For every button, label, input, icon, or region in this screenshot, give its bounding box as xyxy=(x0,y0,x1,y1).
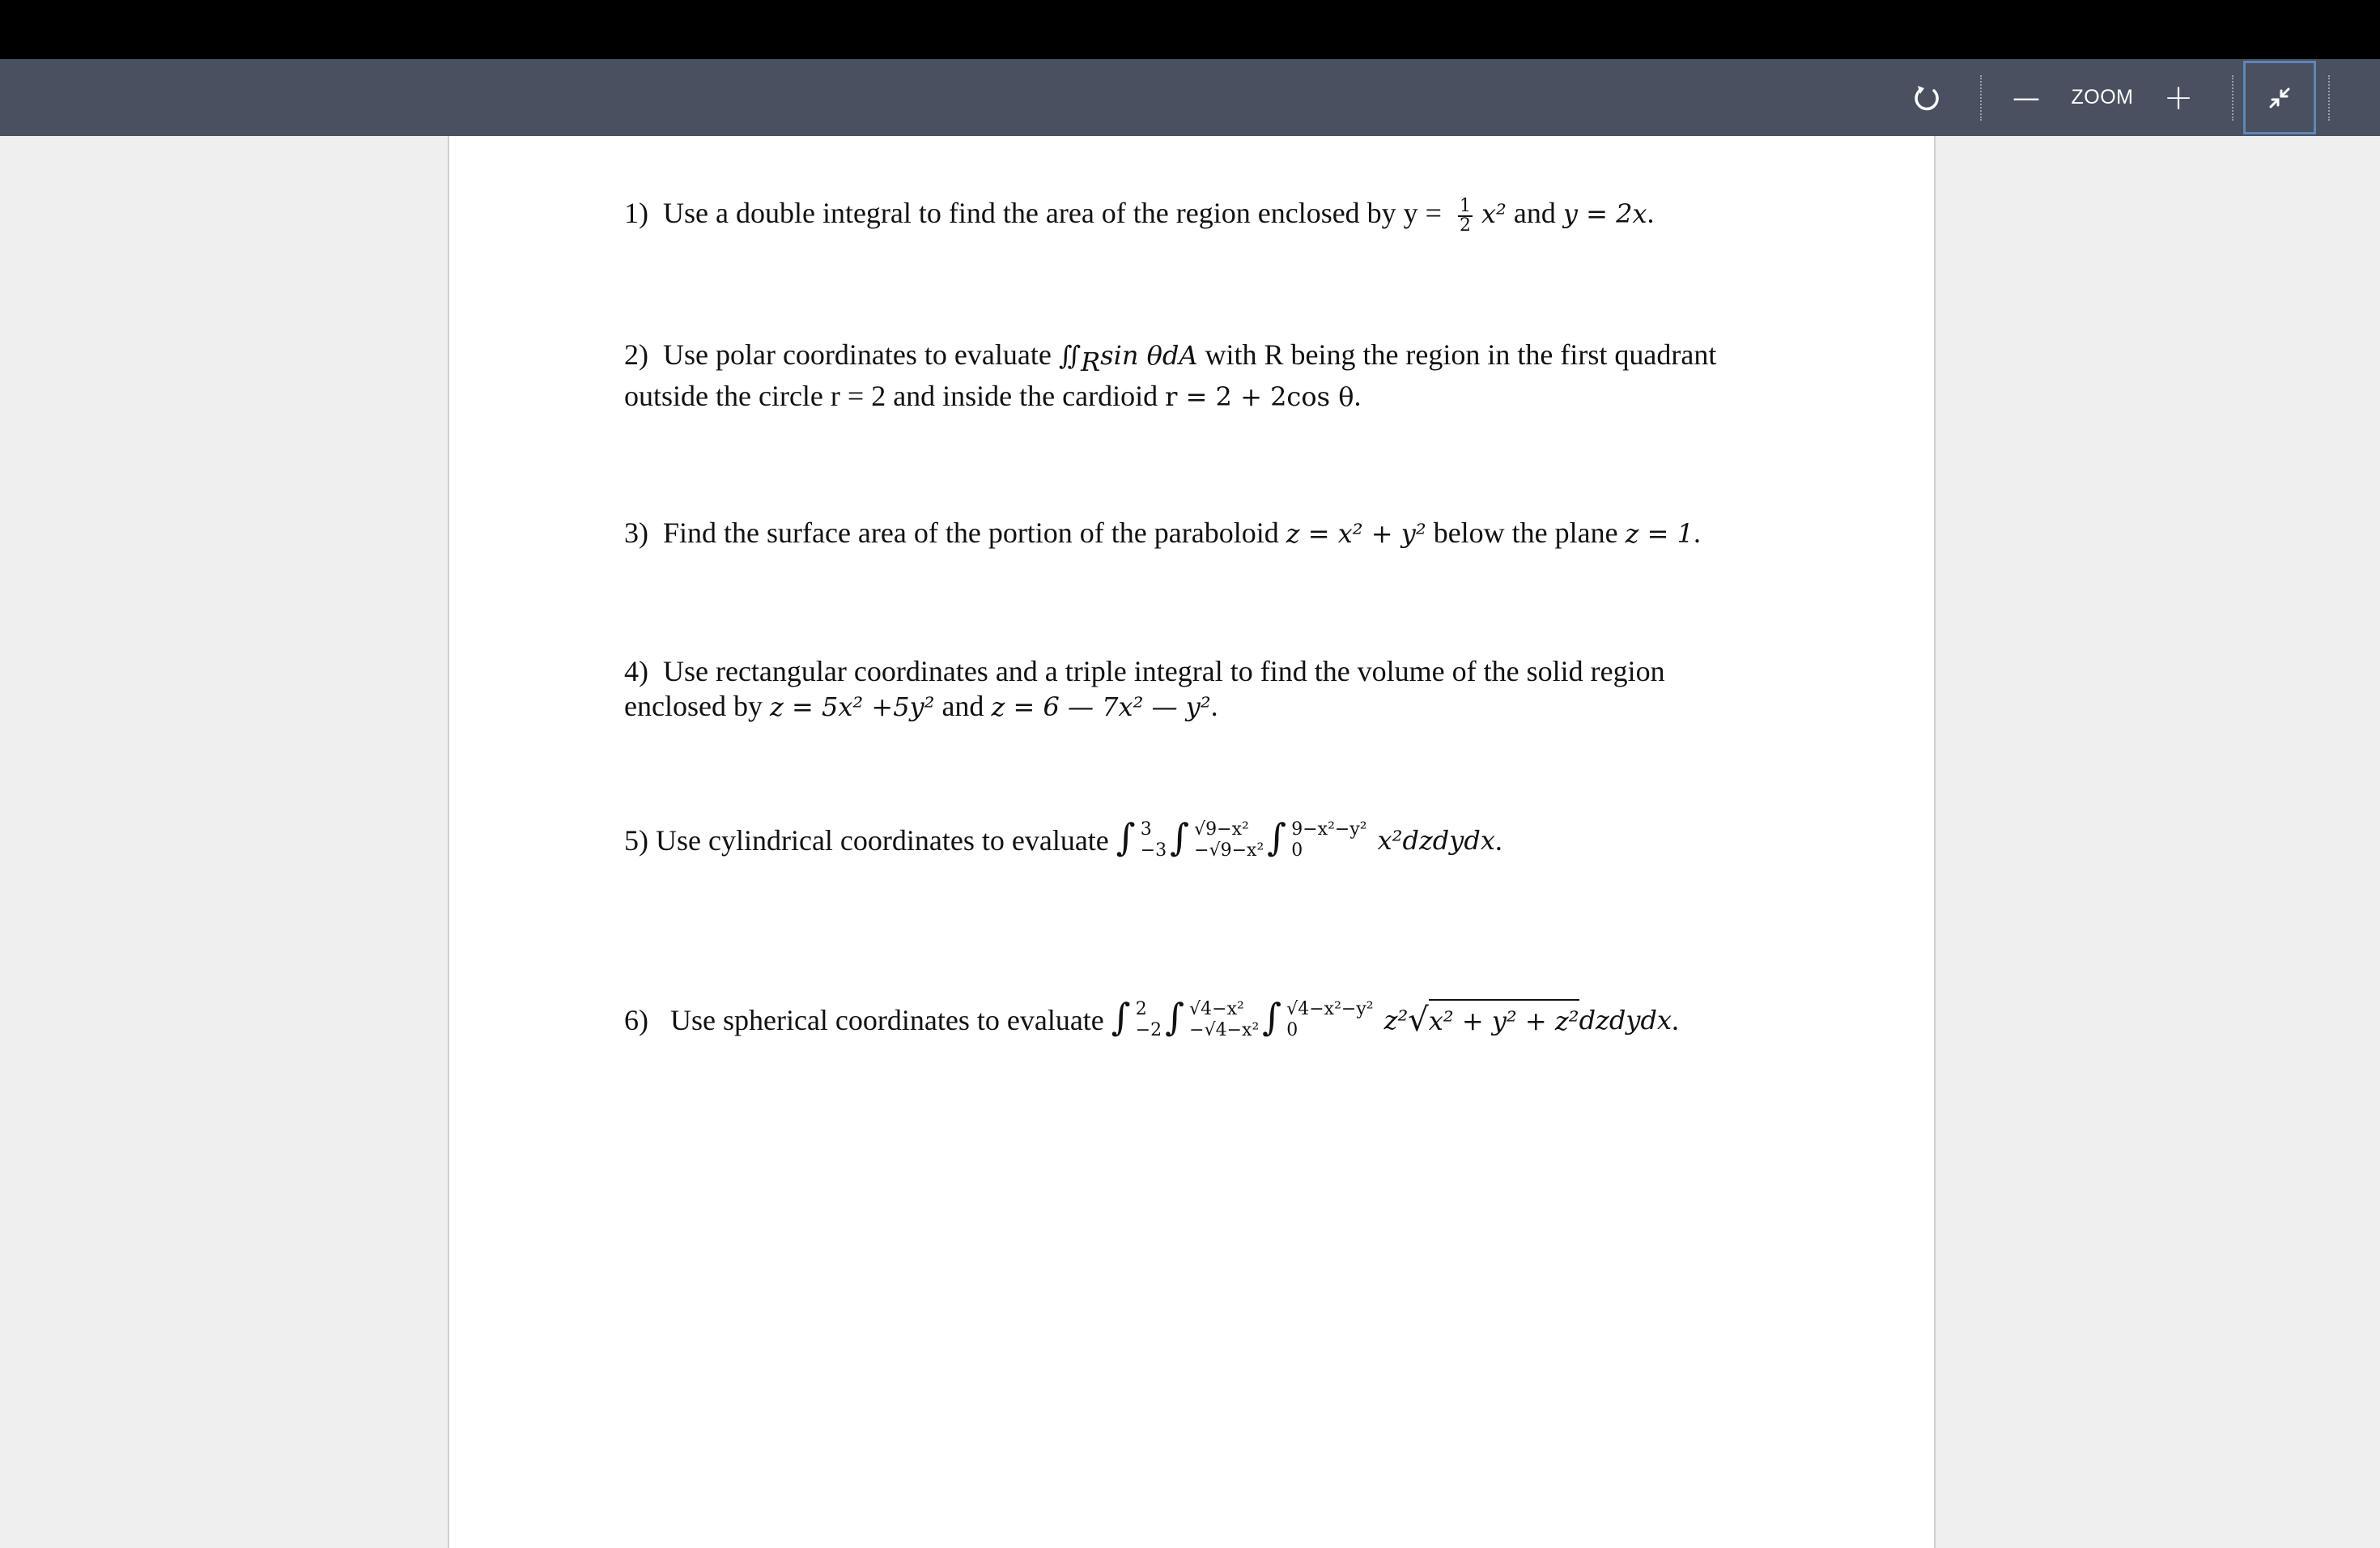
problem-text: Use cylindrical coordinates to evaluate xyxy=(656,823,1109,857)
plus-icon: + xyxy=(2163,77,2194,118)
problem-text: Use a double integral to find the area of the region enclosed by y = xyxy=(663,197,1449,229)
math-expression: r = 2 + 2cos θ xyxy=(1165,381,1354,412)
rotate-button[interactable] xyxy=(1904,59,1949,136)
problem-text: outside the circle r = 2 and inside the cardioid xyxy=(624,380,1166,412)
fraction: $\frac{1}{2}$ xyxy=(1459,195,1471,236)
math-expression: z² xyxy=(1383,1004,1409,1036)
problem-number: 2) xyxy=(624,338,648,371)
document-page xyxy=(448,136,1936,1548)
problem-text: below the plane xyxy=(1433,517,1626,549)
problem-number: 4) xyxy=(624,655,648,687)
integral-limits: 9−x²−y² 0 xyxy=(1291,819,1367,861)
math-expression: x² xyxy=(1481,198,1507,229)
integral-sign: ∫ xyxy=(1170,815,1190,859)
math-expression: z = 1 xyxy=(1625,518,1694,549)
math-expression: x² + y² + z² xyxy=(1429,999,1579,1041)
problem-4 xyxy=(624,654,1665,725)
problem-text: Find the surface area of the portion of the paraboloid xyxy=(663,517,1286,549)
problem-1 xyxy=(624,193,1654,235)
problem-text: Use rectangular coordinates and a triple integral to find the volume of the solid region xyxy=(663,655,1665,687)
minus-icon: — xyxy=(2012,81,2040,114)
integral-sign: ∫ xyxy=(1267,815,1287,859)
integral-sign: ∫ xyxy=(1262,995,1282,1039)
period: . xyxy=(1647,197,1655,229)
math-expression: y = 2x xyxy=(1562,198,1647,229)
period: . xyxy=(1672,1003,1679,1036)
collapse-icon xyxy=(2263,82,2296,114)
toolbar-divider xyxy=(1980,75,1982,121)
problem-3 xyxy=(624,512,1701,554)
period: . xyxy=(1210,690,1218,722)
problem-text: with R being the region in the first quadrant xyxy=(1205,338,1717,371)
integral-limits: 3 −3 xyxy=(1140,819,1167,861)
period: . xyxy=(1354,380,1362,412)
integral-sign: ∫ xyxy=(1165,995,1185,1039)
viewer-toolbar xyxy=(0,59,2380,136)
integral-limits: √4−x²−y² 0 xyxy=(1286,998,1374,1040)
problem-text: enclosed by xyxy=(624,690,770,722)
problem-6 xyxy=(624,995,1679,1041)
problem-number: 3) xyxy=(624,517,648,549)
integral-limits: 2 −2 xyxy=(1135,998,1162,1040)
math-expression: x²dzdydx xyxy=(1377,824,1495,856)
problem-number: 5) xyxy=(624,823,648,857)
math-expression: z = 5x² +5y² xyxy=(769,691,935,722)
integral-sign: ∬ xyxy=(1058,340,1082,371)
zoom-out-button[interactable] xyxy=(2006,59,2046,136)
window-top-bar xyxy=(0,0,2380,59)
integral-sign: ∫ xyxy=(1116,815,1136,859)
integral-subscript: R xyxy=(1081,347,1101,378)
problem-2 xyxy=(624,334,1716,417)
toolbar-divider xyxy=(2232,75,2233,121)
problem-number: 1) xyxy=(624,197,648,229)
integral-limits: √9−x² −√9−x² xyxy=(1194,819,1264,861)
toolbar-divider xyxy=(2328,75,2330,121)
math-expression: sin θdA xyxy=(1100,340,1198,371)
problem-text: and xyxy=(941,690,992,722)
problem-text: Use spherical coordinates to evaluate xyxy=(670,1003,1104,1036)
problem-text: and xyxy=(1513,197,1563,229)
zoom-in-button[interactable] xyxy=(2158,59,2199,136)
period: . xyxy=(1693,517,1701,549)
math-expression: dzdydx xyxy=(1579,1004,1672,1036)
exit-fullscreen-button[interactable] xyxy=(2243,61,2316,134)
rotate-icon xyxy=(1910,82,1943,114)
integral-sign: ∫ xyxy=(1111,995,1131,1039)
zoom-label: ZOOM xyxy=(2071,86,2134,108)
math-expression: z = 6 — 7x² — y² xyxy=(991,691,1211,722)
problem-5 xyxy=(624,815,1502,861)
math-expression: z = x² + y² xyxy=(1286,518,1426,549)
problem-number: 6) xyxy=(624,1003,648,1036)
problem-text: Use polar coordinates to evaluate xyxy=(663,338,1059,371)
period: . xyxy=(1494,823,1502,857)
sqrt-sign: √ xyxy=(1408,1001,1429,1039)
integral-limits: √4−x² −√4−x² xyxy=(1189,998,1260,1040)
